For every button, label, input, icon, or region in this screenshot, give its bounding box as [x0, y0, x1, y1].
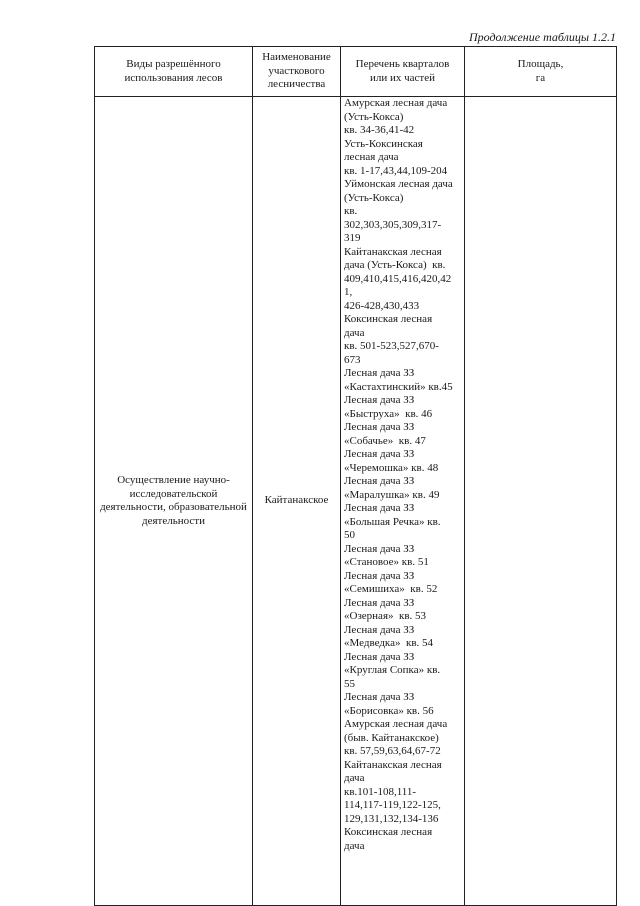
quarter-line: кв. 34-36,41-42 [344, 124, 415, 136]
quarter-line: Лесная дача ЗЗ [344, 367, 415, 379]
quarter-line: «Собачье» кв. 47 [344, 434, 426, 447]
quarter-line: Лесная дача ЗЗ [344, 650, 415, 663]
quarter-line: 55 [344, 677, 355, 690]
quarter-line: Коксинская лесная [344, 313, 433, 325]
quarter-line: «Маралушка» кв. 49 [344, 488, 440, 501]
quarter-line: Лесная дача ЗЗ [344, 394, 415, 406]
quarter-line: «Черемошка» кв. 48 [344, 461, 439, 474]
cell-use-type: Осуществление научно-исследовательской деятельности, образовательной деятельности [95, 97, 253, 906]
quarter-line: Лесная дача ЗЗ [344, 596, 415, 609]
cell-area [465, 97, 617, 906]
quarter-line: 409,410,415,416,420,42 [344, 272, 452, 285]
quarter-line: (Усть-Кокса) [344, 191, 404, 204]
quarter-line: дача [344, 839, 365, 852]
quarter-line: кв. 1-17,43,44,109-204 [344, 164, 448, 177]
quarter-line: 673 [344, 353, 361, 366]
cell-forestry: Кайтанакское [253, 97, 341, 906]
header-area: Площадь, га [465, 47, 617, 97]
quarter-line: дача (Усть-Кокса) кв. [344, 259, 446, 271]
table-row [95, 97, 617, 906]
quarter-line: кв. 57,59,63,64,67-72 [344, 745, 441, 757]
quarter-line: кв. 501-523,527,670- [344, 340, 439, 352]
quarter-line: Лесная дача ЗЗ [344, 421, 415, 433]
quarter-line: кв. [344, 205, 358, 217]
quarter-line: «Медведка» кв. 54 [344, 637, 434, 649]
quarter-line: лесная дача [344, 151, 399, 163]
forest-use-table [94, 46, 617, 906]
quarter-line: «Борисовка» кв. 56 [344, 704, 434, 717]
quarter-line: Лесная дача ЗЗ [344, 475, 415, 487]
quarter-line: 1, [344, 286, 353, 298]
quarter-line: «Быструха» кв. 46 [344, 407, 433, 420]
table-caption: Продолжение таблицы 1.2.1 [468, 30, 616, 44]
quarter-line: «Кастахтинский» кв.45 [344, 380, 453, 393]
quarter-line: 302,303,305,309,317- [344, 218, 442, 231]
quarter-line: «Становое» кв. 51 [344, 556, 429, 568]
quarter-line: кв.101-108,111- [344, 785, 417, 798]
quarter-line: Амурская лесная дача [344, 718, 448, 730]
quarter-line: Лесная дача ЗЗ [344, 542, 415, 555]
quarter-line: Лесная дача ЗЗ [344, 502, 415, 514]
quarter-line: Лесная дача ЗЗ [344, 448, 415, 460]
quarter-line: «Семишиха» кв. 52 [344, 583, 438, 595]
quarter-line: Усть-Коксинская [344, 137, 423, 150]
quarter-line: «Круглая Сопка» кв. [344, 664, 441, 676]
header-forestry: Наименование участкового лесничества [253, 47, 341, 97]
quarter-line: 319 [344, 232, 361, 244]
quarter-line: Кайтанакская лесная [344, 245, 442, 258]
quarter-line: дача [344, 326, 365, 339]
quarter-line: 129,131,132,134-136 [344, 812, 439, 825]
table-header-row [95, 47, 617, 97]
header-quarters: Перечень кварталов или их частей [341, 47, 465, 97]
quarter-line: Уймонская лесная дача [344, 178, 453, 190]
quarter-line: Коксинская лесная [344, 826, 433, 838]
quarter-line: «Большая Речка» кв. [344, 515, 441, 528]
quarter-line: «Озерная» кв. 53 [344, 610, 427, 622]
quarter-line: (Усть-Кокса) [344, 110, 404, 123]
quarter-line: Лесная дача ЗЗ [344, 569, 415, 582]
quarter-line: 426-428,430,433 [344, 299, 420, 312]
quarter-line: Кайтанакская лесная [344, 758, 442, 771]
quarter-line: Лесная дача ЗЗ [344, 691, 415, 703]
quarter-line: Амурская лесная дача [344, 97, 448, 109]
quarter-line: 114,117-119,122-125, [344, 799, 441, 811]
header-use-type: Виды разрешённого использования лесов [95, 47, 253, 97]
quarter-line: 50 [344, 529, 355, 541]
quarter-line: дача [344, 772, 365, 784]
quarter-line: Лесная дача ЗЗ [344, 623, 415, 636]
cell-quarters-list [341, 97, 465, 906]
quarter-line: (быв. Кайтанакское) [344, 731, 439, 744]
